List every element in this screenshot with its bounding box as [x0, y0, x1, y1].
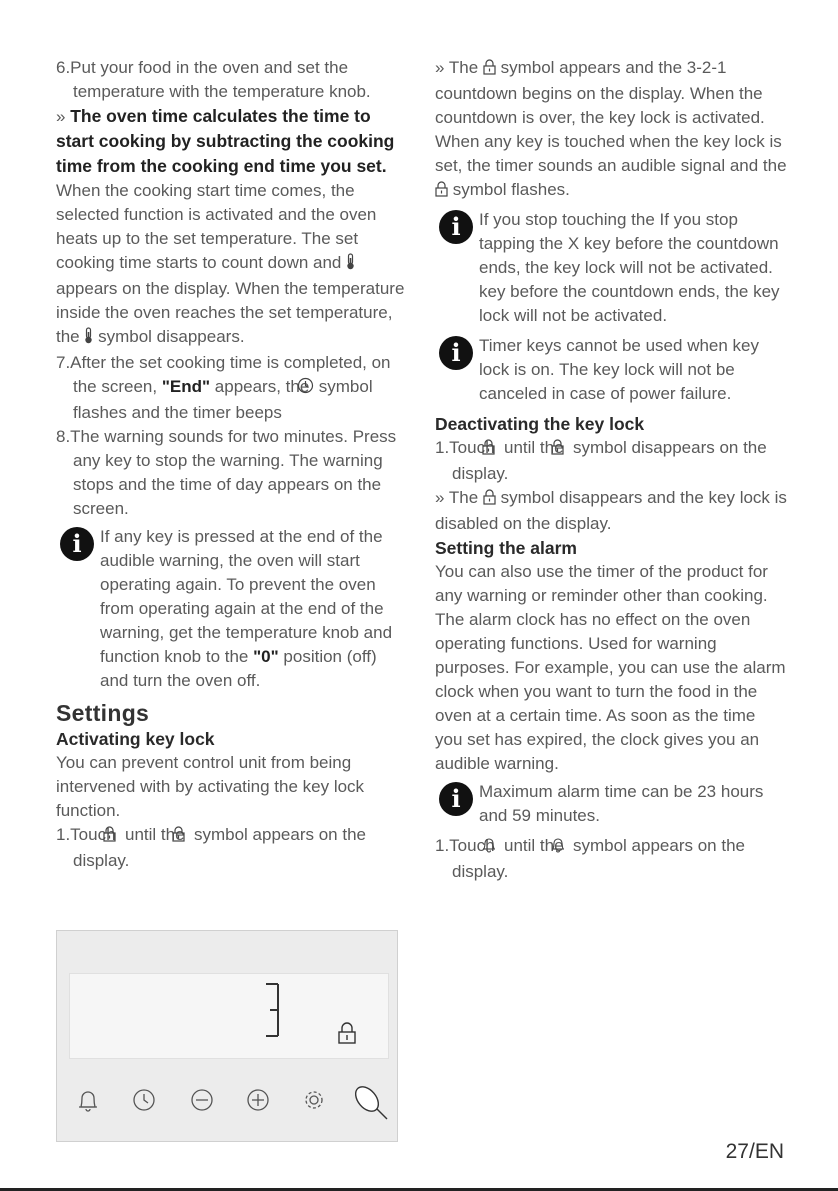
info-note-1 [56, 525, 406, 693]
lock-icon [435, 180, 448, 204]
info-icon: i [60, 527, 94, 561]
step-7-text-b: appears, the [210, 377, 315, 396]
activating-key-lock-text: You can prevent control unit from being intervened with by activating the key lock function. [56, 753, 365, 820]
step-8: 8.The warning sounds for two minutes. Press any key to stop the warning. The warning stops and the time of day appears on the screen. [56, 427, 397, 518]
panel-buttons [71, 1083, 387, 1127]
info-note-4-text: Maximum alarm time can be 23 hours and 59 minutes. [479, 782, 764, 825]
result-paragraph [56, 104, 406, 351]
thermometer-icon [84, 327, 93, 351]
alarm-step-text-a: 1.Touch [435, 836, 500, 855]
kl-text-b: symbol appears and the 3-2-1 countdown begins on the display. When the countdown is over, the key lock is activated. When any key is touched when the key lock is set, the timer sounds an audible signal and the [435, 58, 787, 175]
deact-step-text-c: symbol disappears on the display. [452, 438, 767, 483]
left-column [56, 56, 406, 873]
info-note-2 [435, 208, 787, 328]
zero-position-label: "0" [253, 647, 279, 666]
info-icon: i [439, 336, 473, 370]
alarm-step-text-b: until the [499, 836, 569, 855]
seven-segment-digit [266, 984, 278, 1036]
act-step-text-a: 1.Touch [56, 825, 121, 844]
step-7-text-c: symbol flashes and the timer beeps [73, 377, 373, 422]
settings-heading: Settings [56, 700, 150, 726]
step-7 [56, 351, 406, 425]
minus-icon [185, 1083, 219, 1117]
display-content [70, 974, 388, 1058]
kl-text-c: symbol flashes. [448, 180, 570, 199]
info-note-3 [435, 334, 787, 406]
activating-step-1 [56, 823, 406, 873]
deact-step-text-b: until the [499, 438, 569, 457]
deact-result-text-a: » The [435, 488, 483, 507]
clock-icon [127, 1083, 161, 1117]
info-note-2-text: If you stop touching the If you stop tapping the X key before the countdown ends, the key lock will not be activated. key before the countdown ends, the key lock will not be activated. [479, 210, 780, 325]
info-icon: i [439, 210, 473, 244]
end-label: "End" [161, 377, 211, 396]
kl-text-a: » The [435, 58, 483, 77]
result-text-3: symbol disappears. [93, 327, 245, 346]
settings-gear-icon [297, 1083, 331, 1117]
act-step-text-b: until the [120, 825, 190, 844]
panel-display [69, 973, 389, 1059]
setting-alarm-heading: Setting the alarm [435, 538, 577, 558]
result-marker: » [56, 107, 71, 126]
alarm-paragraph-2: The alarm clock has no effect on the oven operating functions. Used for warning purposes. For example, you can use the alarm clock when you want to turn the food in the oven at a certain time. As soon as the time you set has expired, the clock gives you an audible warning. [435, 610, 786, 773]
deactivating-result [435, 486, 787, 536]
page-number: 27/EN [725, 1140, 784, 1163]
deact-result-text-b: symbol disappears and the key lock is disabled on the display. [435, 488, 787, 533]
alarm-paragraph-1: You can also use the timer of the product for any warning or reminder other than cooking. [435, 562, 768, 605]
thermometer-icon [346, 253, 355, 277]
key-lock-result [435, 56, 787, 204]
bell-icon [71, 1083, 105, 1117]
info-note-4 [435, 780, 787, 828]
result-bold-text: The oven time calculates the time to start cooking by subtracting the cooking time from the cooking end time you set. [56, 106, 395, 176]
result-text-1: When the cooking start time comes, the selected function is activated and the oven heats up to the set temperature. The set cooking time starts to count down and [56, 181, 377, 272]
activating-key-lock-heading: Activating key lock [56, 729, 215, 749]
alarm-step-text-c: symbol appears on the display. [452, 836, 745, 881]
finger-touch-icon [347, 1077, 391, 1121]
note-1-text-b: position (off) and turn the oven off. [100, 647, 377, 690]
act-step-text-c: symbol appears on the display. [73, 825, 366, 870]
deactivating-step-1 [435, 436, 787, 486]
info-icon: i [439, 782, 473, 816]
info-note-1-text [100, 525, 406, 693]
info-note-3-text: Timer keys cannot be used when key lock is on. The key lock will not be canceled in case of power failure. [479, 336, 760, 403]
step-6: 6.Put your food in the oven and set the temperature with the temperature knob. [56, 58, 371, 101]
lock-icon [483, 488, 496, 512]
plus-icon [241, 1083, 275, 1117]
lock-icon [339, 1023, 355, 1043]
lock-icon [483, 58, 496, 82]
deactivating-key-lock-heading: Deactivating the key lock [435, 414, 645, 434]
note-1-text-a: If any key is pressed at the end of the audible warning, the oven will start operating again. To prevent the oven from operating again at the end of the warning, get the temperature knob and function knob to the [100, 527, 393, 666]
step-7-text-a: 7.After the set cooking time is completed, on the screen, [56, 353, 391, 396]
result-text-2: appears on the display. When the temperature inside the oven reaches the set temperature, the [56, 279, 405, 346]
deact-step-text-a: 1.Touch [435, 438, 500, 457]
control-panel-illustration [56, 930, 398, 1142]
alarm-step-1 [435, 834, 787, 884]
right-column [435, 56, 787, 884]
